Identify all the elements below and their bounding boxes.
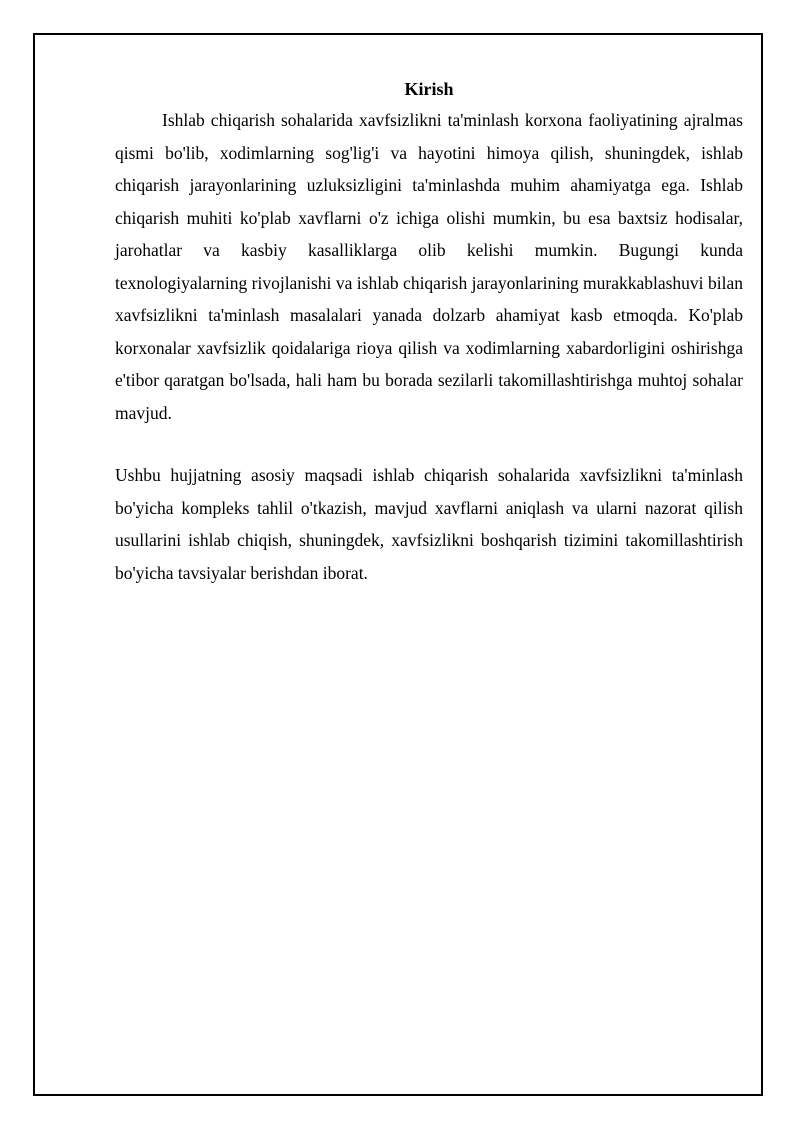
paragraph-spacer <box>115 429 743 459</box>
paragraph-purpose: Ushbu hujjatning asosiy maqsadi ishlab chiqarish sohalarida xavfsizlikni ta'minlash bo'yicha kompleks tahlil o'tkazish, mavjud xavflarni aniqlash va ularni nazorat qilish usullarini ishlab chiqish, shuningdek, xavfsizlikni boshqarish tizimini takomillashtirish bo'yicha tavsiyalar berishdan iborat. <box>115 465 743 583</box>
document-body <box>115 74 743 589</box>
paragraph-introduction: Ishlab chiqarish sohalarida xavfsizlikni ta'minlash korxona faoliyatining ajralmas qismi bo'lib, xodimlarning sog'lig'i va hayotini himoya qilish, shuningdek, ishlab chiqarish jarayonlarining uzluksizligini ta'minlashda muhim ahamiyatga ega. Ishlab chiqarish muhiti ko'plab xavflarni o'z ichiga olishi mumkin, bu esa baxtsiz hodisalar, jarohatlar va kasbiy kasalliklarga olib kelishi mumkin. Bugungi kunda texnologiyalarning rivojlanishi va ishlab chiqarish jarayonlarining murakkablashuvi bilan xavfsizlikni ta'minlash masalalari yanada dolzarb ahamiyat kasb etmoqda. Ko'plab korxonalar xavfsizlik qoidalariga rioya qilish va xodimlarning xabardorligini oshirishga e'tibor qaratgan bo'lsada, hali ham bu borada sezilarli takomillashtirishga muhtoj sohalar mavjud. <box>115 110 743 423</box>
document-title: Kirish <box>404 79 454 99</box>
